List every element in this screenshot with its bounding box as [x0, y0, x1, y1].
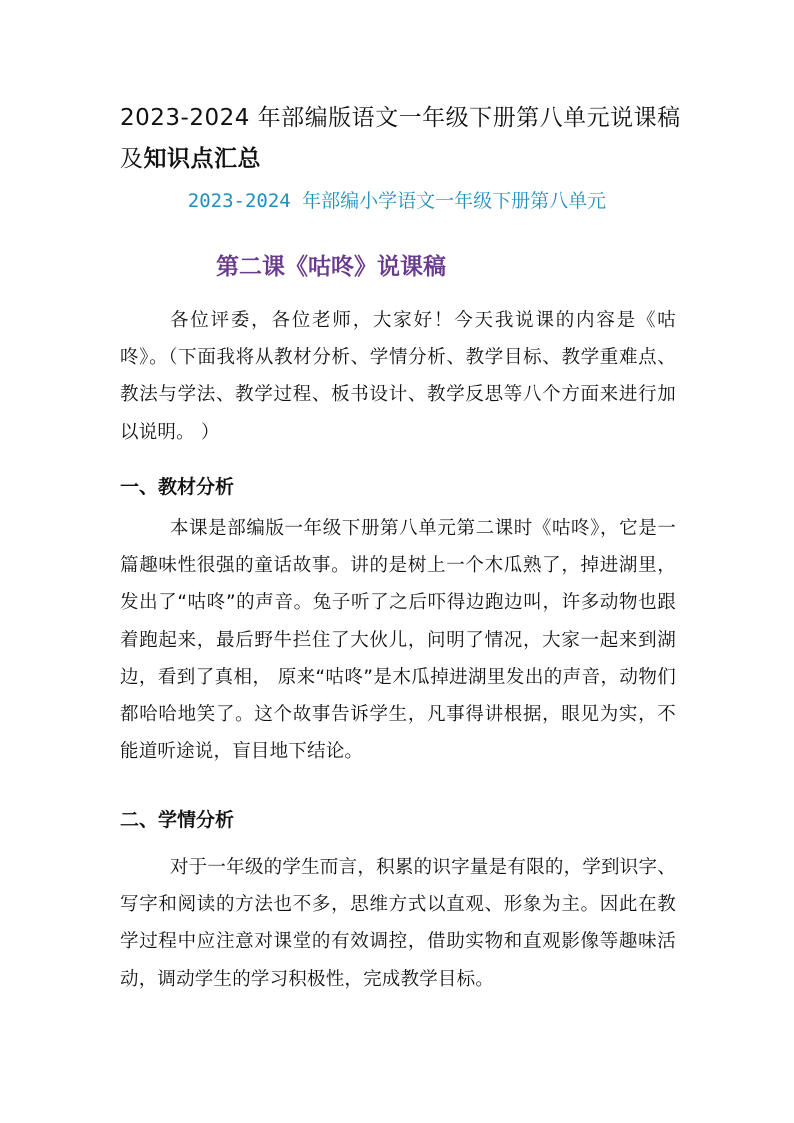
document-subtitle: 2023-2024 年部编小学语文一年级下册第八单元 [187, 190, 607, 212]
document-title-prefix: 及 [120, 146, 144, 172]
section-heading-textbook-analysis: 一、教材分析 [120, 476, 235, 498]
intro-paragraph: 各位评委，各位老师，大家好！今天我说课的内容是《咕咚》。（下面我将从教材分析、学情分析、教学目标、教学重难点、教法与学法、教学过程、板书设计、教学反思等八个方面来进行加以说明。 ） [120, 310, 676, 443]
section-body-textbook-analysis: 本课是部编版一年级下册第八单元第二课时《咕咚》，它是一篇趣味性很强的童话故事。讲的是树上一个木瓜熟了，掉进湖里，发出了“咕咚”的声音。兔子听了之后吓得边跑边叫，许多动物也跟着跑起来，最后野牛拦住了大伙儿，问明了情况，大家一起来到湖边，看到了真相， 原来“咕咚”是木瓜掉进湖里发出的声音，动物们都哈哈地笑了。这个故事告诉学生，凡事得讲根据，眼见为实，不能道听途说，盲目地下结论。 [120, 518, 676, 763]
lesson-title: 第二课《咕咚》说课稿 [216, 254, 446, 280]
document-title-bold: 知识点汇总 [143, 146, 261, 172]
section-heading-student-analysis: 二、学情分析 [120, 809, 235, 831]
section-body-student-analysis: 对于一年级的学生而言，积累的识字量是有限的，学到识字、写字和阅读的方法也不多，思维方式以直观、形象为主。因此在教学过程中应注意对课堂的有效调控，借助实物和直观影像等趣味活动，调动学生的学习积极性，完成教学目标。 [120, 857, 676, 990]
document-title [120, 98, 700, 180]
document-title-line2 [120, 139, 700, 180]
document-title-line1: 2023-2024 年部编版语文一年级下册第八单元说课稿 [120, 105, 681, 131]
